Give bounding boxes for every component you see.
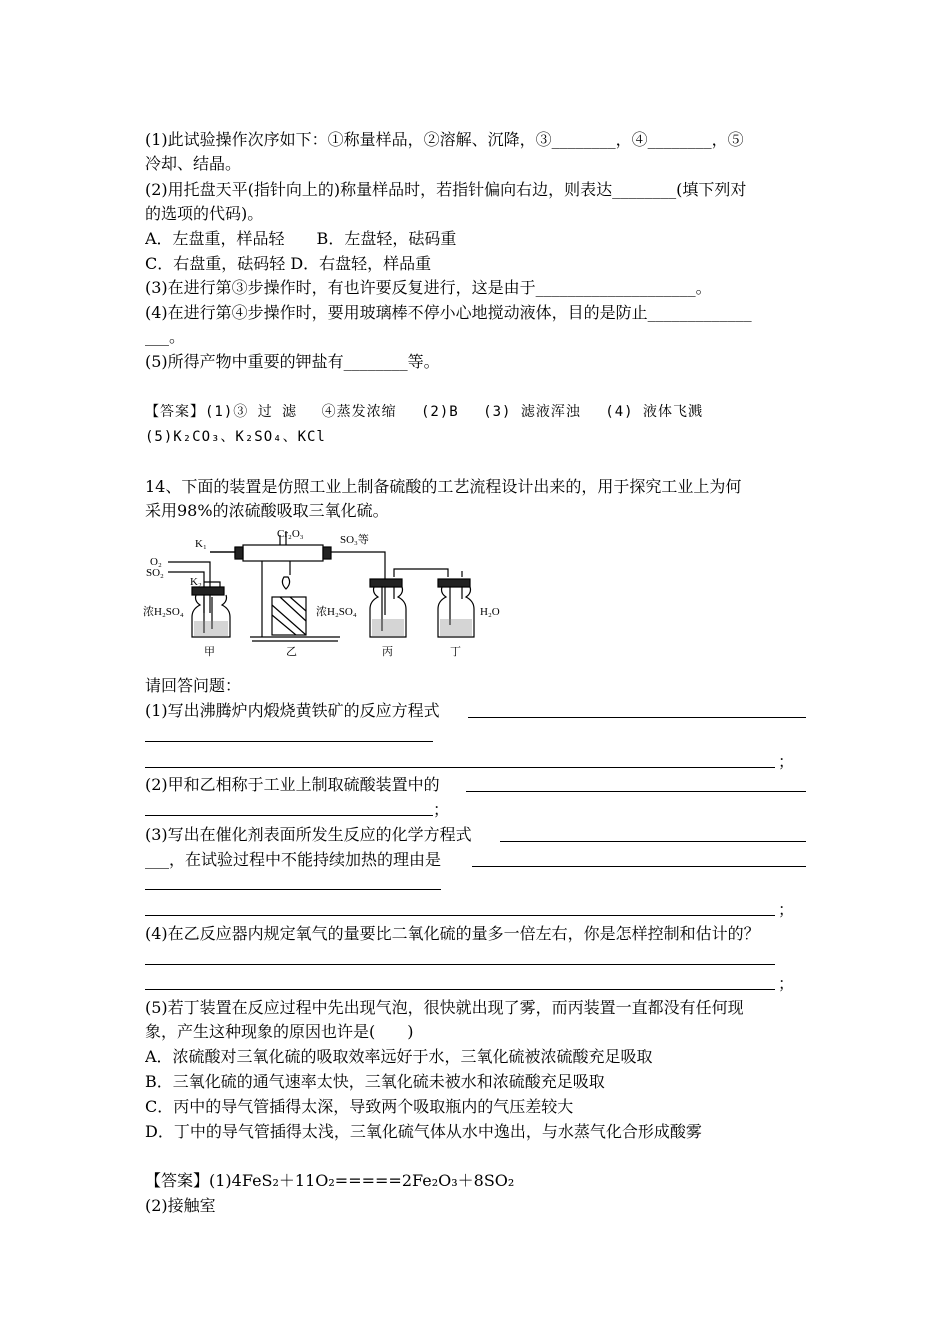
q14-part-3: (3)写出在催化剂表面所发生反应的化学方程式	[145, 825, 472, 844]
answer-blank	[145, 741, 433, 742]
answer-blank	[500, 841, 806, 842]
answer-blank	[145, 915, 775, 916]
q14-part-4: (4)在乙反应器内规定氧气的量要比二氧化硫的量多一倍左右，你是怎样控制和估计的？	[145, 924, 760, 943]
q14-part-1: (1)写出沸腾炉内煅烧黄铁矿的反应方程式	[145, 701, 440, 720]
label-cr2o3: Cr₂O₃	[277, 528, 304, 540]
semicolon: ；	[778, 752, 795, 771]
q14-option-a: A．浓硫酸对三氧化硫的吸取效率远好于水，三氧化硫被浓硫酸充足吸取	[145, 1047, 653, 1066]
q14-prompt: 请回答问题：	[145, 676, 242, 695]
semicolon: ；	[433, 800, 450, 819]
answer-blank	[145, 989, 775, 990]
q14-part-2: (2)甲和乙相称于工业上制取硫酸装置中的	[145, 775, 440, 794]
q14-answer-2: (2)接触室	[145, 1196, 216, 1215]
label-h2so4-right: 浓H₂SO₄	[316, 606, 357, 618]
q14-option-c: C．丙中的导气管插得太深，导致两个吸取瓶内的气压差较大	[145, 1097, 574, 1116]
label-k2: K₂	[190, 576, 202, 588]
semicolon: ；	[778, 900, 795, 919]
q13-line-2a: (2)用托盘天平(指针向上的)称量样品时，若指针偏向右边，则表达________(填下列对	[145, 180, 747, 199]
answer-blank	[145, 767, 775, 768]
q13-answer-line-2: (5)K₂CO₃、K₂SO₄、KCl	[145, 429, 326, 445]
answer-blank	[145, 964, 775, 965]
label-jia: 甲	[204, 646, 215, 658]
q13-option-ab: A．左盘重，样品轻 B．左盘轻，砝码重	[145, 229, 457, 248]
label-k1: K₁	[195, 538, 207, 550]
q13-line-3: (3)在进行第③步操作时，有也许要反复进行，这是由于____________________。	[145, 278, 712, 297]
q13-answer-line-1: 【答案】(1)③ 过 滤 ④蒸发浓缩 (2)B (3) 滤液浑浊 (4) 液体飞溅	[145, 404, 704, 420]
apparatus-figure	[140, 525, 500, 660]
answer-blank	[145, 815, 433, 816]
q13-line-1b: 冷却、结晶。	[145, 154, 242, 173]
label-ding: 丁	[450, 646, 461, 658]
q14-intro-a: 14、下面的装置是仿照工业上制备硫酸的工艺流程设计出来的，用于探究工业上为何	[145, 477, 742, 496]
q13-line-1a: (1)此试验操作次序如下：①称量样品，②溶解、沉降，③________，④________，⑤	[145, 130, 744, 149]
label-h2so4-left: 浓H₂SO₄	[143, 606, 184, 618]
label-yi: 乙	[286, 646, 297, 658]
q14-part-5a: (5)若丁装置在反应过程中先出现气泡，很快就出现了雾，而丙装置一直都没有任何现	[145, 998, 744, 1017]
q14-answer-1: 【答案】(1)4FeS₂＋11O₂=====2Fe₂O₃＋8SO₂	[145, 1171, 515, 1190]
semicolon: ；	[778, 974, 795, 993]
q13-line-4b: ___。	[145, 327, 186, 346]
q14-part-3b: ___，在试验过程中不能持续加热的理由是	[145, 850, 442, 869]
q14-part-5b: 象，产生这种现象的原因也许是( )	[145, 1022, 414, 1041]
answer-blank	[472, 866, 806, 867]
q13-line-2b: 的选项的代码)。	[145, 204, 264, 223]
label-h2o: H₂O	[480, 606, 500, 618]
answer-blank	[468, 717, 806, 718]
answer-blank	[145, 889, 441, 890]
q14-option-b: B．三氧化硫的通气速率太快，三氧化硫未被水和浓硫酸充足吸取	[145, 1072, 605, 1091]
q13-option-cd: C．右盘重，砝码轻 D．右盘轻，样品重	[145, 254, 432, 273]
label-so3: SO₃等	[340, 534, 369, 546]
q14-option-d: D．丁中的导气管插得太浅，三氧化硫气体从水中逸出，与水蒸气化合形成酸雾	[145, 1122, 702, 1141]
label-o2: O₂	[150, 556, 162, 568]
label-bing: 丙	[382, 646, 393, 658]
q13-line-5: (5)所得产物中重要的钾盐有________等。	[145, 352, 440, 371]
label-so2: SO₂	[146, 567, 164, 579]
q14-intro-b: 采用98%的浓硫酸吸取三氧化硫。	[145, 501, 389, 520]
answer-blank	[466, 791, 806, 792]
q13-line-4a: (4)在进行第④步操作时，要用玻璃棒不停小心地搅动液体，目的是防止_____________	[145, 303, 752, 322]
